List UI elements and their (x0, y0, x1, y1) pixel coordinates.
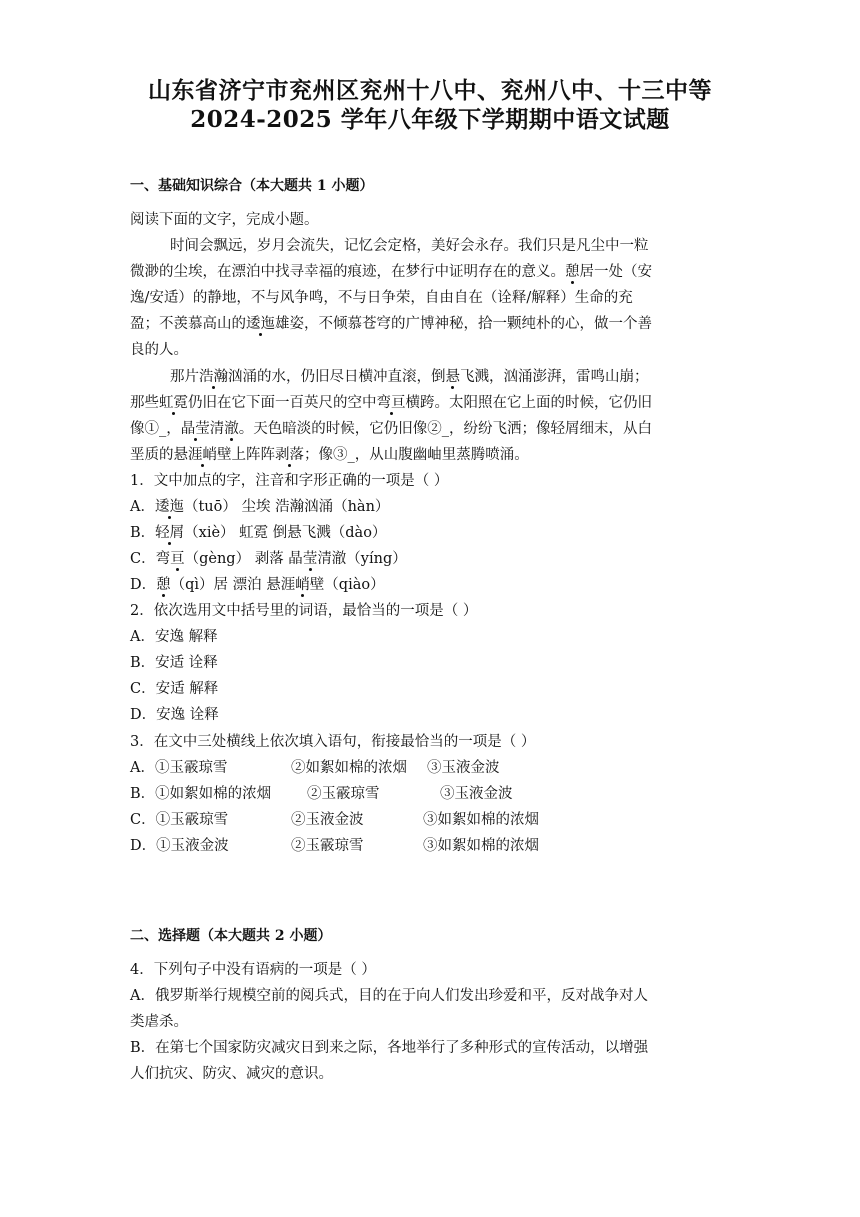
exam-title (0, 76, 860, 134)
passage-p1-line-2: 微渺的尘埃，在漂泊中找寻幸福的痕迹，在梦行中证明存在的意义。憩居一处（安 (130, 264, 652, 280)
passage-p1-line-3: 逸/安适）的静地，不与风争鸣，不与日争荣，自由自在（诠释/解释）生命的充 (130, 290, 633, 306)
question-2: 2．依次选用文中括号里的词语，最恰当的一项是（ ） (130, 603, 478, 619)
exam-title-line-2: 2024-2025 学年八年级下学期期中语文试题 (190, 106, 670, 133)
q4-option-a-line-1[interactable]: A．俄罗斯举行规模空前的阅兵式，目的在于向人们发出珍爱和平，反对战争对人 (130, 988, 648, 1004)
passage-p2-line-3: 像①_，晶莹清澈。天色暗淡的时候，它仍旧像②_，纷纷飞洒；像轻屑细末，从白 (130, 421, 652, 437)
q2-option-a[interactable]: A．安逸 解释 (130, 629, 218, 645)
q1-option-b[interactable]: B．轻屑（xiè） 虹霓 倒悬飞溅（dào） (130, 525, 387, 541)
q1-option-a[interactable]: A．逶迤（tuō） 尘埃 浩瀚汹涌（hàn） (130, 499, 390, 515)
passage-p1-line-4: 盈；不羡慕高山的逶迤雄姿，不倾慕苍穹的广博神秘，拾一颗纯朴的心，做一个善 (130, 316, 652, 332)
question-1: 1．文中加点的字，注音和字形正确的一项是（ ） (130, 473, 449, 489)
exam-page: 山东省济宁市兖州区兖州十八中、兖州八中、十三中等 2024-2025 学年八年级下学期期中语文试题 一、基础知识综合（本大题共 1 小题） 阅读下面的文字，完成小题。 时间会飘远，岁月会流失，记忆会定格，美好会永存。我们只是凡尘中一粒 微渺的尘埃，在漂泊中找寻幸福的痕迹，在梦行中证明存在的意义。憩居一处（安 逸/安适）的静地，不与风争鸣，不与日争荣，自由自在（诠释/解释）生命的充 盈；不羡慕高山的逶迤雄姿，不倾慕苍穹的广博神秘，拾一颗纯朴的心，做一个善 良的人。 那片浩瀚汹涌的水，仍旧尽日横冲直滚，倒悬飞溅，汹涌澎湃，雷鸣山崩； 那些虹霓仍旧在它下面一百英尺的空中弯亘横跨。太阳照在它上面的时候，它仍旧 像①_，晶莹清澈。天色暗淡的时候，它仍旧像②_，纷纷飞洒；像轻屑细末，从白 垩质的悬涯峭壁上阵阵剥落；像③_，从山腹幽岫里蒸腾喷涌。 1．文中加点的字，注音和字形正确的一项是（ ） A．逶迤（tuō） 尘埃 浩瀚汹涌（hàn） B．轻屑（xiè） 虹霓 倒悬飞溅（dào） C．弯亘（gèng） 剥落 晶莹清澈（yíng） D．憩（qì）居 漂泊 悬涯峭壁（qiào） 2．依次选用文中括号里的词语，最恰当的一项是（ ） A．安逸 解释 B．安适 诠释 C．安适 解释 D．安逸 诠释 3．在文中三处横线上依次填入语句，衔接最恰当的一项是（ ） A．①玉霰琼雪 ②如絮如棉的浓烟 ③玉液金波 B．①如絮如棉的浓烟 ②玉霰琼雪 ③玉液金波 C．①玉霰琼雪 ②玉液金波 ③如絮如棉的浓烟 D．①玉液金波 ②玉霰琼雪 ③如絮如棉的浓烟 二、选择题（本大题共 2 小题） 4．下列句子中没有语病的一项是（ ） A．俄罗斯举行规模空前的阅兵式，目的在于向人们发出珍爱和平，反对战争对人 类虐杀。 B．在第七个国家防灾减灾日到来之际，各地举行了多种形式的宣传活动，以增强 人们抗灾、防灾、减灾的意识。 (0, 0, 860, 1217)
q2-option-b[interactable]: B．安适 诠释 (130, 655, 218, 671)
section-1-heading: 一、基础知识综合（本大题共 1 小题） (130, 178, 374, 194)
q4-option-a-line-2[interactable]: 类虐杀。 (130, 1014, 188, 1030)
section-2-heading: 二、选择题（本大题共 2 小题） (130, 928, 332, 944)
question-4: 4．下列句子中没有语病的一项是（ ） (130, 962, 376, 978)
q1-option-c[interactable]: C．弯亘（gèng） 剥落 晶莹清澈（yíng） (130, 551, 407, 567)
question-3: 3．在文中三处横线上依次填入语句，衔接最恰当的一项是（ ） (130, 734, 536, 750)
q4-option-b-line-2[interactable]: 人们抗灾、防灾、减灾的意识。 (130, 1066, 333, 1082)
q2-option-d[interactable]: D．安逸 诠释 (130, 707, 219, 723)
exam-title-line-1: 山东省济宁市兖州区兖州十八中、兖州八中、十三中等 (148, 77, 712, 104)
passage-p2-line-4: 垩质的悬涯峭壁上阵阵剥落；像③_，从山腹幽岫里蒸腾喷涌。 (130, 447, 529, 463)
passage-p2-line-1: 那片浩瀚汹涌的水，仍旧尽日横冲直滚，倒悬飞溅，汹涌澎湃，雷鸣山崩； (170, 369, 649, 385)
reading-instruction: 阅读下面的文字，完成小题。 (130, 212, 319, 228)
passage-p2-line-2: 那些虹霓仍旧在它下面一百英尺的空中弯亘横跨。太阳照在它上面的时候，它仍旧 (130, 395, 652, 411)
q2-option-c[interactable]: C．安适 解释 (130, 681, 219, 697)
passage-p1-line-5: 良的人。 (130, 342, 188, 358)
q4-option-b-line-1[interactable]: B．在第七个国家防灾减灾日到来之际，各地举行了多种形式的宣传活动，以增强 (130, 1040, 649, 1056)
passage-p1-line-1: 时间会飘远，岁月会流失，记忆会定格，美好会永存。我们只是凡尘中一粒 (170, 238, 649, 254)
q1-option-d[interactable]: D．憩（qì）居 漂泊 悬涯峭壁（qiào） (130, 577, 385, 593)
